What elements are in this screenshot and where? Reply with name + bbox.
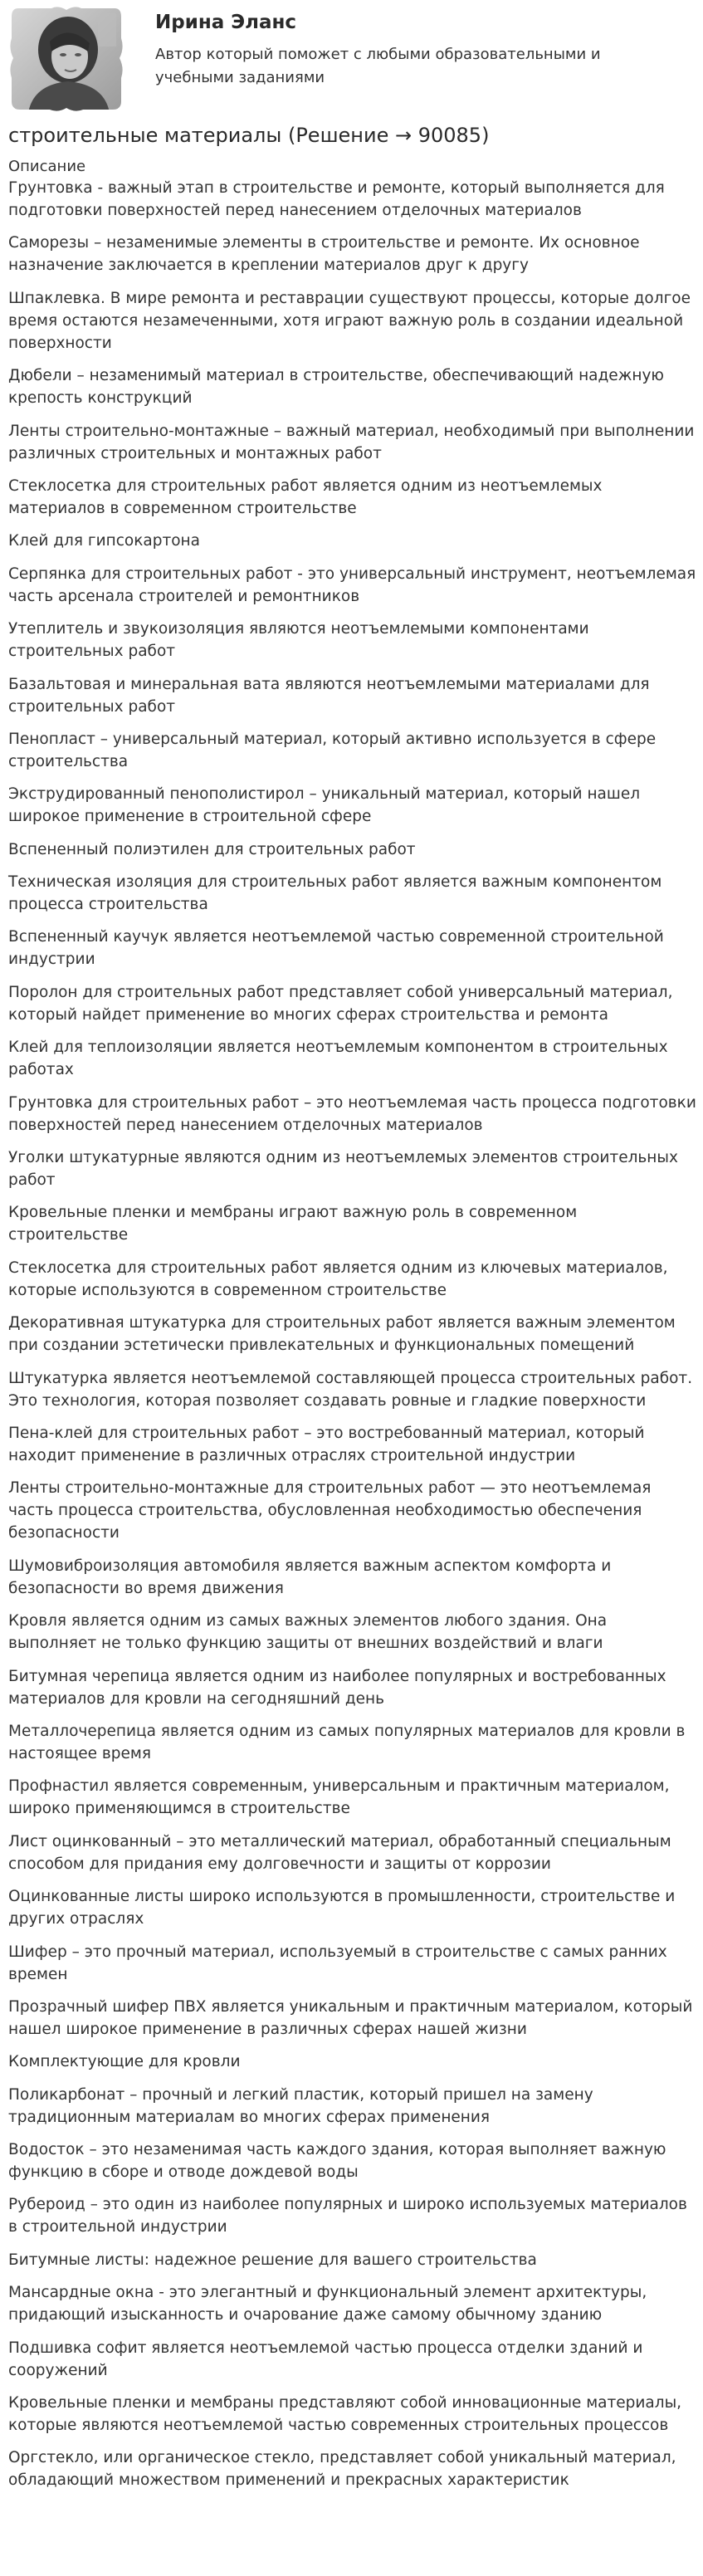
list-item: Грунтовка - важный этап в строительстве и ремонте, который выполняется для подготовки поверхностей перед нанесением отделочных материалов: [8, 179, 665, 219]
list-item: Дюбели – незаменимый материал в строительстве, обеспечивающий надежную крепость конструкций: [8, 367, 664, 408]
list-item: Базальтовая и минеральная вата являются неотъемлемыми материалами для строительных работ: [8, 675, 650, 716]
list-item: Стеклосетка для строительных работ является одним из неотъемлемых материалов в современном строительстве: [8, 477, 603, 517]
list-item: Декоративная штукатурка для строительных работ является важным элементом при создании эстетически привлекательных и функциональных помещений: [8, 1314, 676, 1355]
list-item: Шумовиброизоляция автомобиля является важным аспектом комфорта и безопасности во время движения: [8, 1557, 612, 1597]
list-item: Кровельные пленки и мембраны представляют собой инновационные материалы, которые являются неотъемлемой частью современных строительных процессов: [8, 2394, 682, 2435]
list-item: Оцинкованные листы широко используются в промышленности, строительстве и других отраслях: [8, 1888, 676, 1928]
list-item: Шифер – это прочный материал, используемый в строительстве с самых ранних времен: [8, 1943, 667, 1983]
list-item: Профнастил является современным, универсальным и практичным материалом, широко применяющимся в строительстве: [8, 1777, 670, 1818]
list-item: Комплектующие для кровли: [8, 2053, 241, 2071]
list-item: Саморезы – незаменимые элементы в строительстве и ремонте. Их основное назначение заключается в креплении материалов друг к другу: [8, 234, 640, 275]
author-avatar[interactable]: [8, 5, 124, 113]
list-item: Штукатурка является неотъемлемой составляющей процесса строительных работ. Это технология, которая позволяет создавать ровные и гладкие поверхности: [8, 1369, 693, 1410]
list-item: Уголки штукатурные являются одним из неотъемлемых элементов строительных работ: [8, 1149, 678, 1190]
list-item: Кровля является одним из самых важных элементов любого здания. Она выполняет не только функцию защиты от внешних воздействий и влаги: [8, 1612, 608, 1653]
list-item: Техническая изоляция для строительных работ является важным компонентом процесса строительства: [8, 873, 662, 914]
list-item: Утеплитель и звукоизоляция являются неотъемлемыми компонентами строительных работ: [8, 620, 589, 661]
list-item: Кровельные пленки и мембраны играют важную роль в современном строительстве: [8, 1204, 578, 1244]
list-item: Шпаклевка. В мире ремонта и реставрации существуют процессы, которые долгое время остаются незамеченными, хотя играют важную роль в создании идеальной поверхности: [8, 289, 691, 352]
list-item: Ленты строительно-монтажные для строительных работ — это неотъемлемая часть процесса строительства, обусловленная необходимостью обеспечения безопасности: [8, 1479, 652, 1542]
list-item: Водосток – это незаменимая часть каждого здания, которая выполняет важную функцию в сборе и отводе дождевой воды: [8, 2141, 666, 2182]
list-item: Клей для теплоизоляции является неотъемлемым компонентом в строительных работах: [8, 1039, 668, 1079]
page-title: строительные материалы (Решение → 90085): [8, 124, 490, 147]
section-label: Описание: [8, 158, 86, 175]
list-item: Клей для гипсокартона: [8, 532, 200, 550]
list-item: Серпянка для строительных работ - это универсальный инструмент, неотъемлемая часть арсенала строителей и ремонтников: [8, 565, 696, 605]
list-item: Пена-клей для строительных работ – это востребованный материал, который находит применение в различных отраслях строительной индустрии: [8, 1424, 645, 1464]
list-item: Ленты строительно-монтажные – важный материал, необходимый при выполнении различных строительных и монтажных работ: [8, 422, 695, 462]
list-item: Металлочерепица является одним из самых популярных материалов для кровли в настоящее время: [8, 1722, 686, 1762]
list-item: Экструдированный пенополистирол – уникальный материал, который нашел широкое применение в строительной сфере: [8, 785, 641, 826]
list-item: Поликарбонат – прочный и легкий пластик, который пришел на замену традиционным материалам во многих сферах применения: [8, 2085, 593, 2126]
list-item: Поролон для строительных работ представляет собой универсальный материал, который найдет применение во многих сферах строительства и ремонта: [8, 983, 673, 1024]
list-item: Грунтовка для строительных работ – это неотъемлемая часть процесса подготовки поверхностей перед нанесением отделочных материалов: [8, 1093, 696, 1134]
author-description: Автор который поможет с любыми образовательными и учебными заданиями: [155, 46, 601, 86]
author-header: [0, 0, 703, 116]
list-item: Стеклосетка для строительных работ является одним из ключевых материалов, которые используются в современном строительстве: [8, 1259, 668, 1299]
list-item: Битумная черепица является одним из наиболее популярных и востребованных материалов для кровли на сегодняшний день: [8, 1667, 666, 1708]
list-item: Мансардные окна - это элегантный и функциональный элемент архитектуры, придающий изысканность и очарование даже самому обычному зданию: [8, 2284, 647, 2324]
list-item: Подшивка софит является неотъемлемой частью процесса отделки зданий и сооружений: [8, 2339, 643, 2379]
list-item: Битумные листы: надежное решение для вашего строительства: [8, 2251, 537, 2269]
list-item: Рубероид – это один из наиболее популярных и широко используемых материалов в строительной индустрии: [8, 2196, 687, 2236]
list-item: Лист оцинкованный – это металлический материал, обработанный специальным способом для придания ему долговечности и защиты от коррозии: [8, 1832, 671, 1873]
list-item: Прозрачный шифер ПВХ является уникальным и практичным материалом, который нашел широкое применение в различных сферах нашей жизни: [8, 1997, 693, 2038]
author-name[interactable]: Ирина Эланс: [155, 12, 297, 33]
list-item: Вспененный каучук является неотъемлемой частью современной строительной индустрии: [8, 928, 664, 969]
list-item: Вспененный полиэтилен для строительных работ: [8, 840, 416, 858]
list-item: Пенопласт – универсальный материал, который активно используется в сфере строительства: [8, 730, 657, 770]
description-list: [8, 177, 697, 2502]
list-item: Оргстекло, или органическое стекло, представляет собой уникальный материал, обладающий множеством применений и прекрасных характеристик: [8, 2449, 676, 2490]
